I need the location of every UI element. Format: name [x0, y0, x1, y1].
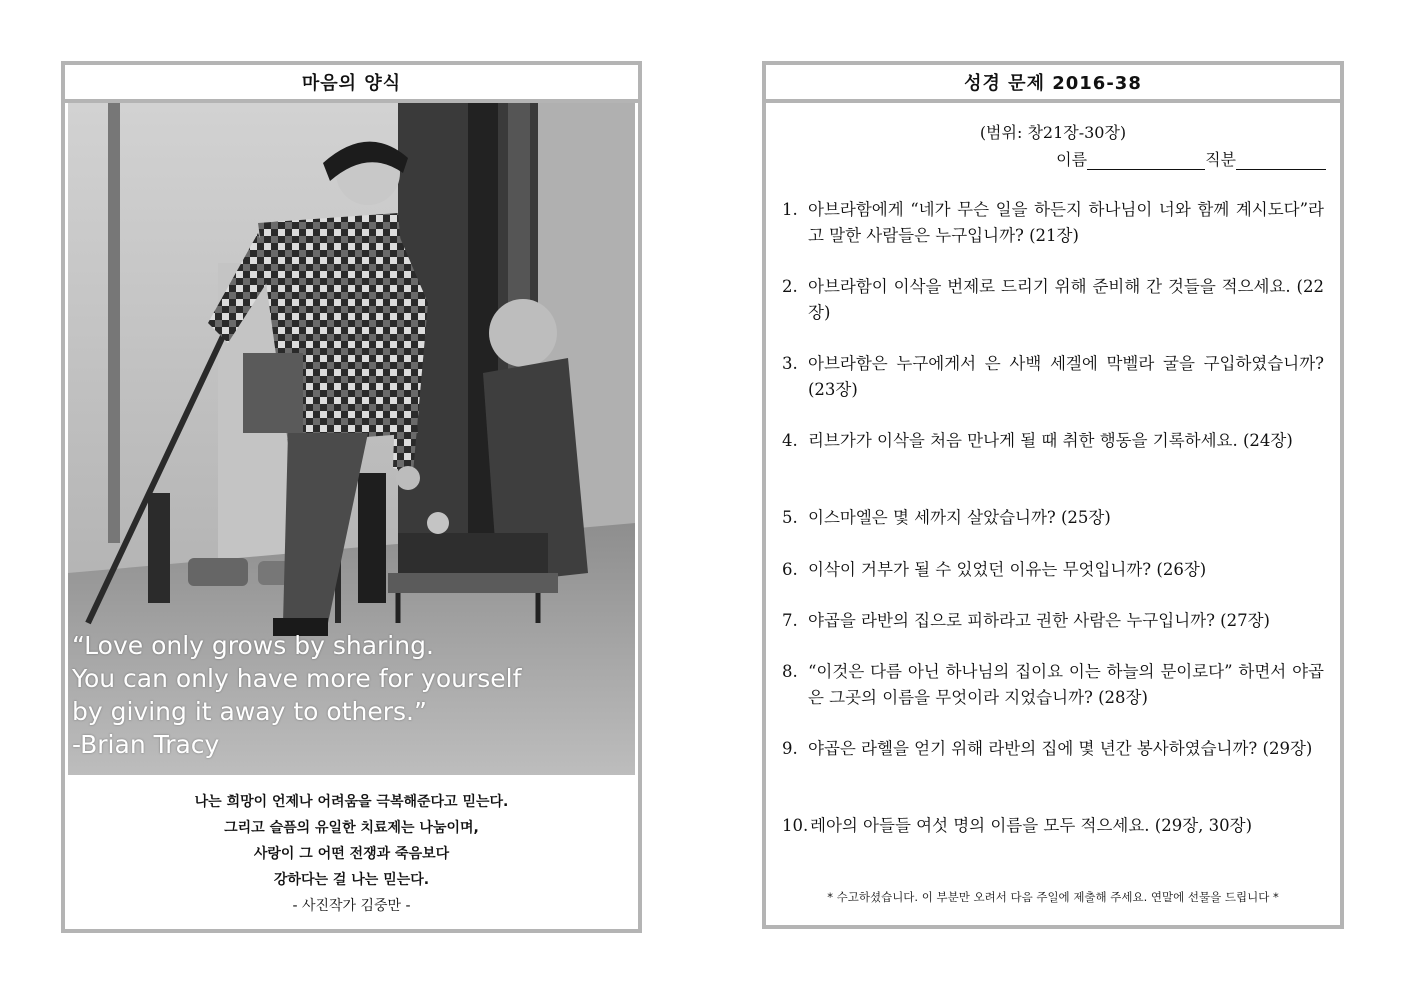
question-item — [782, 351, 1324, 403]
right-panel — [762, 61, 1344, 929]
street-photo — [68, 103, 635, 775]
caption-block — [65, 789, 638, 919]
submission-note: * 수고하셨습니다. 이 부분만 오려서 다음 주일에 제출해 주세요. 연말에 선물을 드립니다 * — [827, 890, 1279, 904]
question-text: 이삭이 거부가 될 수 있었던 이유는 무엇입니까? (26장) — [808, 560, 1207, 579]
question-text: 아브라함이 이삭을 번제로 드리기 위해 준비해 간 것들을 적으세요. (22장) — [808, 277, 1324, 322]
question-item — [782, 274, 1324, 326]
question-number: 6. — [782, 560, 798, 579]
question-text: 레아의 아들들 여섯 명의 이름을 모두 적으세요. (29장, 30장) — [810, 816, 1253, 835]
question-text: 리브가가 이삭을 처음 만나게 될 때 취한 행동을 기록하세요. (24장) — [808, 431, 1293, 450]
question-number: 3. — [782, 354, 798, 373]
question-text: 아브라함은 누구에게서 은 사백 세겔에 막벨라 굴을 구입하였습니까? (23장) — [808, 354, 1324, 399]
quiz-title: 성경 문제 2016-38 — [766, 65, 1340, 103]
question-item — [782, 505, 1324, 531]
caption-line-2: 그리고 슬픔의 유일한 치료제는 나눔이며, — [224, 820, 479, 836]
position-label: 직분 — [1205, 150, 1236, 169]
question-item — [782, 608, 1324, 634]
caption-line-3: 사랑이 그 어떤 전쟁과 죽음보다 — [253, 846, 450, 862]
caption-line-4: 강하다는 걸 나는 믿는다. — [273, 872, 430, 888]
quote-line-1: “Love only grows by sharing. — [72, 631, 434, 660]
name-label: 이름 — [1056, 150, 1088, 169]
question-item — [782, 557, 1324, 583]
question-text: 야곱은 라헬을 얻기 위해 라반의 집에 몇 년간 봉사하였습니까? (29장) — [808, 739, 1313, 758]
caption-line-1: 나는 희망이 언제나 어려움을 극복해준다고 믿는다. — [194, 794, 509, 810]
question-item — [782, 428, 1324, 454]
question-text: “이것은 다름 아닌 하나님의 집이요 이는 하늘의 문이로다” 하면서 야곱은 그곳의 이름을 무엇이라 지었습니까? (28장) — [808, 662, 1324, 707]
question-number: 5. — [782, 508, 798, 527]
photo-credit: - 사진작가 김중만 - — [292, 898, 411, 914]
question-text: 이스마엘은 몇 세까지 살았습니까? (25장) — [808, 508, 1111, 527]
position-blank[interactable] — [1236, 151, 1326, 170]
left-panel-title: 마음의 양식 — [65, 65, 638, 103]
quote-line-2: You can only have more for yourself — [72, 664, 522, 693]
question-number: 2. — [782, 277, 798, 296]
question-item — [782, 813, 1324, 839]
question-item — [782, 736, 1324, 762]
quote-line-3: by giving it away to others.” — [72, 697, 427, 726]
question-text: 아브라함에게 “네가 무슨 일을 하든지 하나님이 너와 함께 계시도다”라고 말한 사람들은 누구입니까? (21장) — [808, 200, 1324, 245]
question-number: 1. — [782, 200, 798, 219]
question-number: 9. — [782, 739, 798, 758]
name-position-line — [1056, 147, 1326, 170]
question-text: 야곱을 라반의 집으로 피하라고 권한 사람은 누구입니까? (27장) — [808, 611, 1270, 630]
left-panel — [61, 61, 642, 933]
question-item — [782, 197, 1324, 249]
name-blank[interactable] — [1087, 151, 1205, 170]
question-number: 10. — [782, 816, 809, 835]
question-item — [782, 659, 1324, 711]
question-number: 7. — [782, 611, 798, 630]
question-number: 8. — [782, 662, 798, 681]
quote-author: -Brian Tracy — [72, 730, 220, 759]
question-number: 4. — [782, 431, 798, 450]
quiz-range: (범위: 창21장-30장) — [979, 123, 1127, 142]
